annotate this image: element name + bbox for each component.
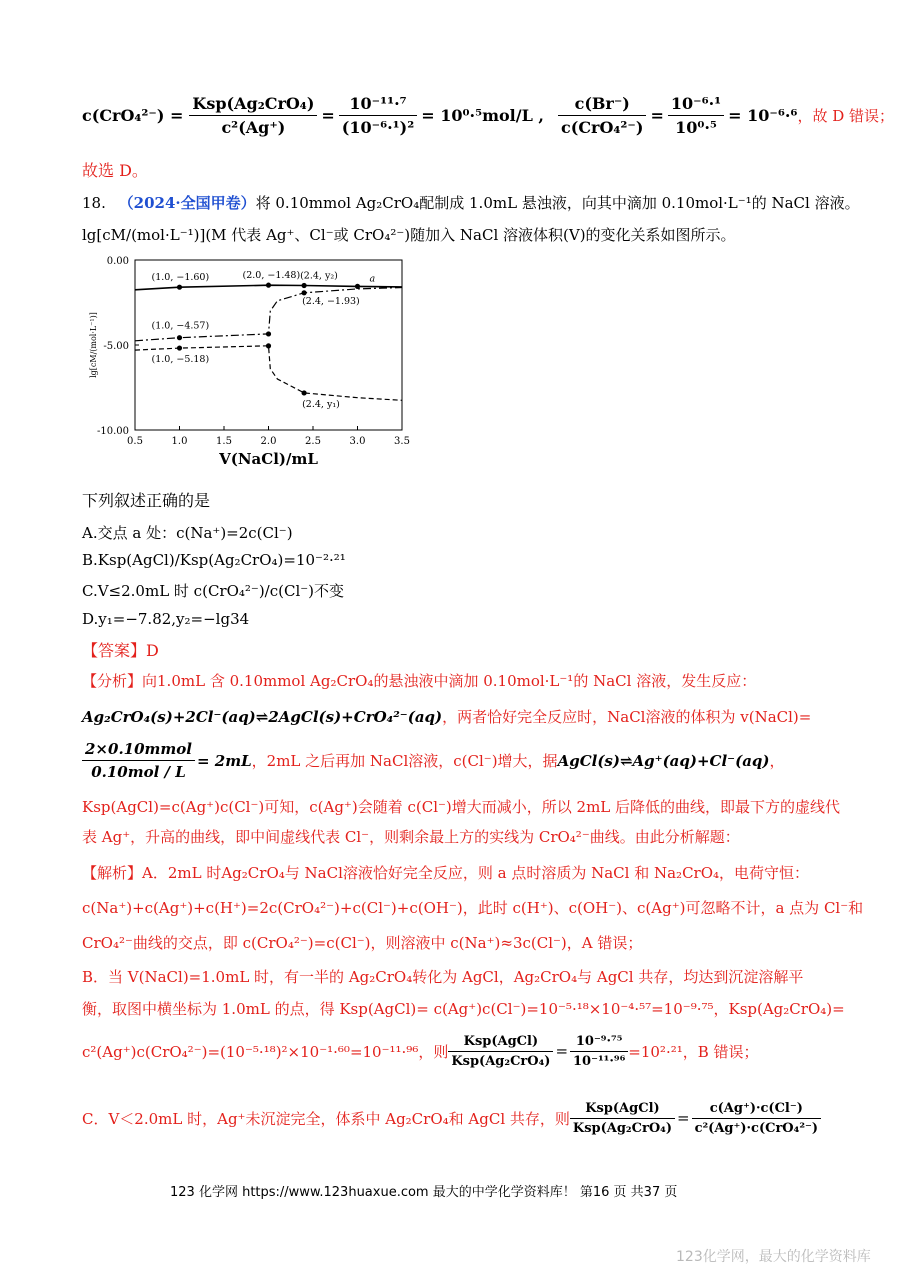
x-tick-label: 0.5 <box>127 436 143 447</box>
ksp-fraction <box>570 1101 675 1136</box>
x-tick-label: 1.5 <box>216 436 232 447</box>
analysis-text: ， <box>769 752 785 770</box>
question-prompt: 下列叙述正确的是 <box>82 491 211 510</box>
analysis-line-4: Ksp(AgCl)=c(Ag⁺)c(Cl⁻)可知，c(Ag⁺)会随着 c(Cl⁻)增大而减小，所以 2mL 后降低的曲线，即最下方的虚线代 <box>82 798 841 816</box>
frac-denominator: c(CrO₄²⁻) <box>561 117 644 137</box>
frac-numerator: 10⁻⁹·⁷⁵ <box>570 1034 628 1052</box>
solution-b-line-1: B．当 V(NaCl)=1.0mL 时，有一半的 Ag₂CrO₄转化为 AgCl，Ag₂CrO₄与 AgCl 共存，均达到沉淀溶解平 <box>82 968 804 986</box>
frac-denominator: Ksp(Ag₂CrO₄) <box>572 1120 672 1136</box>
data-point <box>302 290 307 295</box>
data-point <box>266 283 271 288</box>
analysis-line-5: 表 Ag⁺，升高的曲线，即中间虚线代表 Cl⁻，则剩余最上方的实线为 CrO₄²⁻曲线。由此分析解题： <box>82 828 740 846</box>
y-tick-label: -10.00 <box>96 426 129 437</box>
annotation-label: (2.0, −1.48) <box>242 270 301 282</box>
frac-denominator: (10⁻⁶·¹)² <box>341 117 415 137</box>
top-formula <box>82 80 894 150</box>
formula-fraction <box>668 94 724 137</box>
analysis-text: ，2mL 之后再加 NaCl溶液，c(Cl⁻)增大，据 <box>251 752 558 770</box>
equals: = <box>321 105 335 125</box>
analysis-text: ，两者恰好完全反应时，NaCl溶液的体积为 v(NaCl)= <box>442 708 812 726</box>
solution-text: C．V＜2.0mL 时，Ag⁺未沉淀完全，体系中 Ag₂CrO₄和 AgCl 共存，则 <box>82 1109 570 1128</box>
data-point <box>177 285 182 290</box>
frac-denominator: Ksp(Ag₂CrO₄) <box>451 1053 551 1069</box>
annotation-label: (2.4, y₁) <box>302 398 340 410</box>
data-point <box>266 343 271 348</box>
annotation-label: a <box>369 273 376 285</box>
analysis-line-1 <box>82 670 756 691</box>
solution-c-line-1: C．V＜2.0mL 时，Ag⁺未沉淀完全，体系中 Ag₂CrO₄和 AgCl 共存，则 $\frac{\text{Ksp(AgCl)}}{\text{Ksp(Ag₂CrO₄)}}$ = $\frac{c(Ag^+)\cdot c(Cl^-)}{\text{c²(Ag⁺)·c(CrO₄²⁻)}}$ <box>82 1090 821 1146</box>
volume-fraction <box>82 740 195 781</box>
watermark: 123化学网，最大的化学资料库 <box>676 1249 871 1265</box>
question-source: （2024·全国甲卷） <box>118 194 256 212</box>
option-d: D.y₁=−7.82,y₂=−lg34 <box>82 610 250 628</box>
question-line-1 <box>82 192 860 213</box>
x-tick-label: 3.0 <box>349 436 366 447</box>
solution-text: =10²·²¹，B 错误； <box>628 1042 759 1061</box>
frac-denominator: 10⁻¹¹·⁹⁶ <box>573 1053 626 1069</box>
y-axis-label: lg[cM/(mol·L⁻¹)] <box>89 312 98 378</box>
x-tick-label: 1.0 <box>171 436 188 447</box>
frac-denominator: c²(Ag⁺)·c(CrO₄²⁻) <box>694 1120 819 1136</box>
frac-denominator: 0.10mol / L <box>91 763 186 781</box>
data-point <box>177 345 182 350</box>
question-line-2: lg[cM/(mol·L⁻¹)](M 代表 Ag⁺、Cl⁻或 CrO₄²⁻)随加入 NaCl 溶液体积(V)的变化关系如图所示。 <box>82 226 736 244</box>
y-tick-label: 0.00 <box>106 256 129 267</box>
x-tick-label: 2.5 <box>305 436 321 447</box>
option-c: C.V≤2.0mL 时 c(CrO₄²⁻)/c(Cl⁻)不变 <box>82 582 345 600</box>
frac-numerator: 10⁻⁶·¹ <box>668 94 724 116</box>
answer: 【答案】D <box>82 641 159 660</box>
x-axis-label: V(NaCl)/mL <box>219 450 318 468</box>
y-tick-label: -5.00 <box>103 341 129 352</box>
value-fraction <box>570 1034 628 1069</box>
solution-a-line-3: CrO₄²⁻曲线的交点，即 c(CrO₄²⁻)=c(Cl⁻)，则溶液中 c(Na⁺)≈3c(Cl⁻)，A 错误； <box>82 934 643 952</box>
reaction-equation: Ag₂CrO₄(s)+2Cl⁻(aq)⇌2AgCl(s)+CrO₄²⁻(aq) <box>82 708 443 726</box>
dissolution-equation: AgCl(s)⇌Ag⁺(aq)+Cl⁻(aq) <box>557 751 770 770</box>
x-tick-label: 2.0 <box>260 436 277 447</box>
analysis-tag: 【分析】 <box>82 672 143 690</box>
data-point <box>177 335 182 340</box>
frac-numerator: Ksp(AgCl) <box>448 1034 553 1052</box>
solution-text: A．2mL 时Ag₂CrO₄与 NaCl溶液恰好完全反应，则 a 点时溶质为 NaCl 和 Na₂CrO₄，电荷守恒： <box>142 864 810 882</box>
formula-fraction <box>558 94 646 137</box>
data-point <box>302 283 307 288</box>
solution-tag: 【解析】 <box>82 864 143 882</box>
analysis-line-2 <box>82 706 811 727</box>
analysis-text: 向1.0mL 含 0.10mmol Ag₂CrO₄的悬浊液中滴加 0.10mol·L⁻¹的 NaCl 溶液，发生反应： <box>142 672 757 690</box>
option-b: B.Ksp(AgCl)/Ksp(Ag₂CrO₄)=10⁻²·²¹ <box>82 551 346 569</box>
solution-a-line-1 <box>82 862 809 883</box>
analysis-line-3 <box>82 740 785 781</box>
solution-a-line-2: c(Na⁺)+c(Ag⁺)+c(H⁺)=2c(CrO₄²⁻)+c(Cl⁻)+c(OH⁻)，此时 c(H⁺)、c(OH⁻)、c(Ag⁺)可忽略不计，a 点为 Cl⁻和 <box>82 899 864 917</box>
formula-lhs: c(CrO₄²⁻) = <box>82 105 184 125</box>
x-tick-label: 3.5 <box>394 436 410 447</box>
annotation-label: (1.0, −4.57) <box>151 320 210 332</box>
formula-result: = 10⁻⁶·⁶ <box>728 105 798 125</box>
formula-fraction <box>339 94 417 137</box>
solution-text: c²(Ag⁺)c(CrO₄²⁻)=(10⁻⁵·¹⁸)²×10⁻¹·⁶⁰=10⁻¹¹·⁹⁶，则 <box>82 1042 449 1061</box>
concentration-fraction <box>692 1101 821 1136</box>
equals: = <box>650 105 664 125</box>
formula-fraction <box>189 94 317 137</box>
frac-denominator: 10⁰·⁵ <box>675 117 717 137</box>
page-footer: 123 化学网 https://www.123huaxue.com 最大的中学化学资料库！ 第16 页 共37 页 <box>170 1185 678 1200</box>
annotation-label: (1.0, −5.18) <box>151 354 210 366</box>
frac-numerator: c(Ag⁺)·c(Cl⁻) <box>692 1101 821 1119</box>
solution-b-line-3: c²(Ag⁺)c(CrO₄²⁻)=(10⁻⁵·¹⁸)²×10⁻¹·⁶⁰=10⁻¹¹·⁹⁶，则 $\frac{\text{Ksp(AgCl)}}{\text{Ksp(Ag₂CrO₄)}}$ = $\frac{\text{10⁻⁹·⁷⁵}}{\text{10⁻¹¹·⁹⁶}}$ =10²·²¹，B 错误； <box>82 1033 759 1069</box>
formula-result: = 10⁰·⁵mol/L , <box>421 105 544 125</box>
data-point <box>266 331 271 336</box>
annotation-label: (2.4, −1.93) <box>302 295 360 307</box>
frac-denominator: c²(Ag⁺) <box>221 117 286 137</box>
frac-numerator: Ksp(Ag₂CrO₄) <box>189 94 317 116</box>
question-text: 将 0.10mmol Ag₂CrO₄配制成 1.0mL 悬浊液，向其中滴加 0.10mol·L⁻¹的 NaCl 溶液。 <box>255 194 860 212</box>
data-point <box>355 284 360 289</box>
chart <box>82 252 422 474</box>
question-number: 18. <box>82 194 106 212</box>
formula-tail: ，故 D 错误； <box>797 106 895 125</box>
solution-b-line-2: 衡，取图中横坐标为 1.0mL 的点，得 Ksp(AgCl)= c(Ag⁺)c(Cl⁻)=10⁻⁵·¹⁸×10⁻⁴·⁵⁷=10⁻⁹·⁷⁵，Ksp(Ag₂CrO₄)= <box>82 1000 845 1018</box>
frac-numerator: c(Br⁻) <box>558 94 646 116</box>
frac-numerator: 2×0.10mmol <box>82 740 195 761</box>
conclusion: 故选 D。 <box>82 161 148 180</box>
option-a: A.交点 a 处：c(Na⁺)=2c(Cl⁻) <box>82 524 293 542</box>
frac-result: = 2mL <box>197 751 252 770</box>
annotation-label: (1.0, −1.60) <box>151 272 210 284</box>
frac-numerator: 10⁻¹¹·⁷ <box>339 94 417 116</box>
data-point <box>302 390 307 395</box>
ksp-fraction <box>448 1034 553 1069</box>
frac-numerator: Ksp(AgCl) <box>570 1101 675 1119</box>
annotation-label: (2.4, y₂) <box>300 270 338 282</box>
